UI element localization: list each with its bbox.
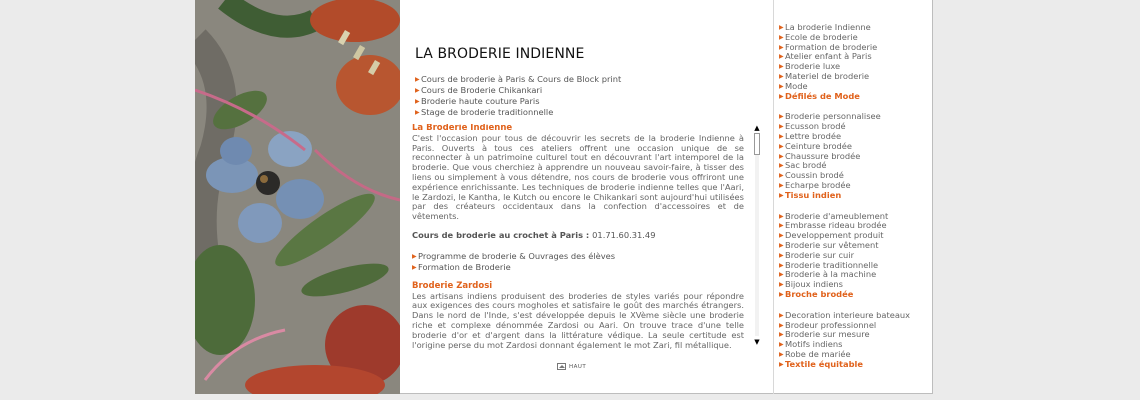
right-nav-label[interactable]: Motifs indiens bbox=[785, 339, 843, 350]
arrow-icon: ▶ bbox=[412, 263, 417, 271]
arrow-icon: ▶ bbox=[779, 82, 784, 90]
section-text-broderie-indienne: C'est l'occasion pour tous de découvrir les secrets de la broderie Indienne à Paris. Ouverts à tous ces ateliers offrent une occasion unique de se reconnecter à un patrimoine culturel tout en découvrant l'art intemporel de la broderie. Que vous cherchiez à apprendre un nouveau savoir-faire, à tisser des liens ou simplement à vous détendre, nos cours de broderie vous offriront une expérience enrichissante. Les techniques de broderie indienne telles que l'Aari, le Zardozi, le Kantha, le Kutch ou encore le Chikankari sont aujourd'hui utilisées par des créateurs occidentaux dans la confection d'accessoires et de vêtements. bbox=[412, 132, 744, 222]
right-nav-label[interactable]: Lettre brodée bbox=[785, 130, 842, 141]
right-nav-label[interactable]: La broderie Indienne bbox=[785, 22, 871, 32]
phone-number: 01.71.60.31.49 bbox=[592, 229, 656, 240]
right-navigation bbox=[773, 0, 933, 394]
arrow-icon: ▶ bbox=[779, 123, 784, 131]
arrow-icon: ▶ bbox=[779, 92, 784, 100]
top-link[interactable] bbox=[415, 74, 621, 85]
arrow-icon: ▶ bbox=[779, 212, 784, 220]
embroidery-photo bbox=[195, 0, 400, 394]
right-nav-label[interactable]: Broderie traditionnelle bbox=[785, 259, 879, 270]
arrow-icon: ▶ bbox=[779, 261, 784, 269]
page-title: LA BRODERIE INDIENNE bbox=[415, 46, 585, 62]
top-link[interactable] bbox=[415, 96, 621, 107]
arrow-icon: ▶ bbox=[779, 132, 784, 140]
right-nav-label[interactable]: Broderie sur vêtement bbox=[785, 239, 879, 250]
arrow-icon: ▶ bbox=[779, 311, 784, 319]
arrow-icon: ▶ bbox=[415, 98, 420, 105]
arrow-icon: ▶ bbox=[779, 222, 784, 230]
arrow-icon: ▶ bbox=[779, 33, 784, 41]
right-nav-label[interactable]: Broderie sur cuir bbox=[785, 249, 854, 260]
right-nav-label[interactable]: Developpement produit bbox=[785, 230, 884, 241]
right-nav-label[interactable]: Decoration interieure bateaux bbox=[785, 309, 911, 320]
top-link[interactable] bbox=[415, 107, 621, 118]
right-nav-label[interactable]: Mode bbox=[785, 80, 808, 91]
right-nav-group bbox=[779, 212, 933, 300]
top-link-label[interactable]: Cours de Broderie Chikankari bbox=[421, 85, 543, 95]
right-nav-label[interactable]: Sac brodé bbox=[785, 160, 827, 171]
arrow-icon: ▶ bbox=[415, 109, 420, 116]
right-nav-item-highlight[interactable] bbox=[779, 191, 933, 201]
right-nav-label[interactable]: Coussin brodé bbox=[785, 170, 844, 181]
scroll-up-icon[interactable]: ▲ bbox=[754, 124, 760, 132]
arrow-icon: ▶ bbox=[779, 152, 784, 160]
arrow-icon: ▶ bbox=[779, 43, 784, 51]
arrow-icon: ▶ bbox=[779, 181, 784, 189]
arrow-icon: ▶ bbox=[412, 252, 417, 260]
arrow-icon: ▶ bbox=[779, 162, 784, 170]
arrow-icon: ▶ bbox=[779, 72, 784, 80]
arrow-icon: ▶ bbox=[779, 53, 784, 61]
right-nav-item-highlight[interactable] bbox=[779, 360, 933, 370]
article-link-label[interactable]: Programme de broderie & Ouvrages des élèves bbox=[418, 250, 616, 261]
right-nav-label[interactable]: Broche brodée bbox=[785, 288, 854, 299]
back-to-top-label[interactable]: HAUT bbox=[569, 363, 587, 370]
right-nav-label[interactable]: Robe de mariée bbox=[785, 348, 851, 359]
scroll-thumb[interactable] bbox=[754, 133, 760, 155]
article-link[interactable] bbox=[412, 262, 744, 273]
top-link-label[interactable]: Cours de broderie à Paris & Cours de Block print bbox=[421, 74, 622, 84]
right-nav-item-highlight[interactable] bbox=[779, 290, 933, 300]
right-nav-label[interactable]: Broderie d'ameublement bbox=[785, 210, 889, 221]
right-nav-label[interactable]: Bijoux indiens bbox=[785, 279, 844, 290]
right-nav-group bbox=[779, 112, 933, 200]
right-nav-label[interactable]: Materiel de broderie bbox=[785, 70, 870, 81]
scroll-track[interactable] bbox=[755, 133, 759, 336]
back-to-top-link[interactable] bbox=[557, 363, 586, 370]
right-nav-label[interactable]: Broderie luxe bbox=[785, 61, 841, 72]
right-nav-label[interactable]: Tissu indien bbox=[785, 189, 842, 200]
arrow-icon: ▶ bbox=[779, 321, 784, 329]
right-nav-item-highlight[interactable] bbox=[779, 92, 933, 102]
right-nav-label[interactable]: Ecole de broderie bbox=[785, 31, 858, 42]
right-nav-label[interactable]: Embrasse rideau brodée bbox=[785, 220, 887, 231]
arrow-icon: ▶ bbox=[779, 113, 784, 121]
article-scroll-area[interactable] bbox=[412, 124, 744, 358]
arrow-icon: ▶ bbox=[779, 251, 784, 259]
right-nav-label[interactable]: Ecusson brodé bbox=[785, 121, 846, 132]
arrow-icon: ▶ bbox=[779, 350, 784, 358]
arrow-icon: ▶ bbox=[779, 331, 784, 339]
right-nav-label[interactable]: Broderie à la machine bbox=[785, 269, 877, 280]
arrow-icon: ▶ bbox=[415, 87, 420, 94]
crochet-course-label: Cours de broderie au crochet à Paris : bbox=[412, 229, 590, 240]
crochet-course-line bbox=[412, 231, 744, 241]
arrow-icon: ▶ bbox=[779, 290, 784, 298]
arrow-icon: ▶ bbox=[779, 63, 784, 71]
right-nav-label[interactable]: Atelier enfant à Paris bbox=[785, 51, 872, 62]
right-nav-label[interactable]: Broderie personnalisee bbox=[785, 111, 881, 122]
section-title-broderie-indienne: La Broderie Indienne bbox=[412, 124, 513, 133]
top-link[interactable] bbox=[415, 85, 621, 96]
article-link[interactable] bbox=[412, 251, 744, 262]
right-nav-label[interactable]: Brodeur professionnel bbox=[785, 319, 877, 330]
top-link-label[interactable]: Broderie haute couture Paris bbox=[421, 96, 540, 106]
right-nav-label[interactable]: Chaussure brodée bbox=[785, 150, 861, 161]
arrow-icon: ▶ bbox=[779, 232, 784, 240]
right-nav-group bbox=[779, 311, 933, 370]
scroll-down-icon[interactable]: ▼ bbox=[754, 338, 760, 346]
right-nav-label[interactable]: Echarpe brodée bbox=[785, 179, 851, 190]
arrow-icon: ▶ bbox=[779, 172, 784, 180]
article-scrollbar[interactable] bbox=[752, 124, 762, 346]
arrow-icon: ▶ bbox=[779, 142, 784, 150]
arrow-icon: ▶ bbox=[779, 360, 784, 368]
section-text-broderie-zardosi: Les artisans indiens produisent des broderies de styles variés pour répondre aux exigences des cours mogholes et satisfaire le goût des marchés étrangers. Dans le nord de l'Inde, s'est développée depuis le XVème siècle une broderie riche et complexe dénommée Zardosi ou Aari. On trouve trace d'une telle broderie d'or et d'argent dans la littérature védique. La seule certitude est l'origine perse du mot Zardosi donnant également le mot Zari, fil métallique. bbox=[412, 290, 744, 350]
arrow-icon: ▶ bbox=[779, 281, 784, 289]
article-links-list bbox=[412, 251, 744, 273]
section-title-broderie-zardosi: Broderie Zardosi bbox=[412, 280, 493, 291]
arrow-icon: ▶ bbox=[779, 241, 784, 249]
arrow-icon: ▶ bbox=[779, 24, 784, 31]
arrow-icon: ▶ bbox=[779, 191, 784, 199]
top-links-list bbox=[415, 74, 621, 118]
right-nav-label[interactable]: Broderie sur mesure bbox=[785, 329, 870, 340]
right-nav-label[interactable]: Formation de broderie bbox=[785, 41, 878, 52]
article-link-label[interactable]: Formation de Broderie bbox=[418, 261, 511, 272]
back-to-top-icon bbox=[557, 363, 566, 370]
top-link-label[interactable]: Stage de broderie traditionnelle bbox=[421, 107, 554, 117]
right-nav-group bbox=[779, 23, 933, 101]
right-nav-label[interactable]: Textile équitable bbox=[785, 358, 863, 369]
arrow-icon: ▶ bbox=[779, 341, 784, 349]
right-nav-label[interactable]: Ceinture brodée bbox=[785, 140, 852, 151]
arrow-icon: ▶ bbox=[415, 76, 420, 83]
right-nav-label[interactable]: Défilés de Mode bbox=[785, 90, 860, 101]
arrow-icon: ▶ bbox=[779, 271, 784, 279]
